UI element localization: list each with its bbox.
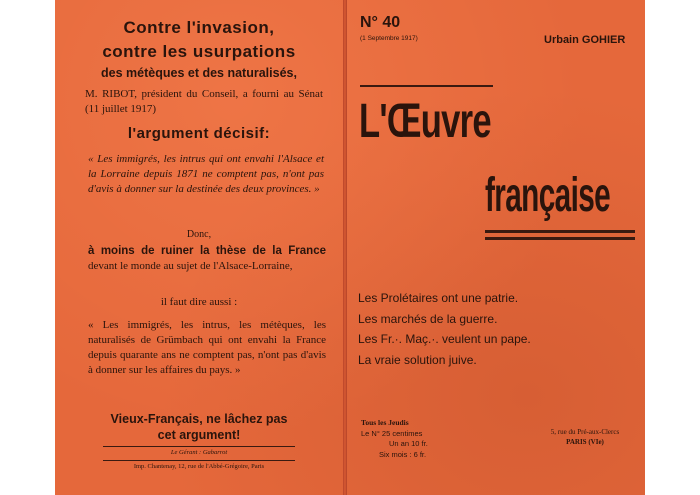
title-line-1: L'Œuvre — [359, 95, 491, 148]
subscription-price-issue: Le N° 25 centimes — [361, 428, 423, 438]
subscription-price-year: Un an 10 fr. — [389, 439, 428, 448]
title-bottom-rule-2 — [485, 237, 635, 240]
gerant-rule — [103, 446, 295, 447]
printer-rule — [103, 460, 295, 461]
contents-item-1: Les Prolétaires ont une patrie. — [358, 291, 519, 305]
ruin-rest-text: devant le monde au sujet de l'Alsace-Lorraine, — [88, 260, 293, 272]
contents-item-4: La vraie solution juive. — [358, 352, 477, 367]
subscription-info — [361, 418, 481, 460]
quote-alsace-lorraine: « Les immigrés, les intrus qui ont envahi l'Alsace et la Lorraine depuis 1871 ne comptent pas, n'ont pas d'avis à donner sur la destinée des deux provinces. » — [88, 153, 324, 195]
contents-item-2: Les marchés de la guerre. — [358, 311, 498, 326]
author-name: Urbain GOHIER — [544, 34, 626, 46]
booklet-spread — [55, 0, 645, 495]
heading-line-3: des métèques et des naturalisés, — [101, 66, 297, 80]
closing-line-2: cet argument! — [157, 428, 241, 442]
front-cover-page — [347, 0, 645, 495]
say-also-line: il faut dire aussi : — [160, 296, 238, 308]
heading-line-2: contre les usurpations — [102, 42, 296, 61]
gerant-line: Le Gérant : Gabarrot — [170, 449, 228, 456]
subscription-frequency: Tous les Jeudis — [361, 418, 409, 427]
intro-paragraph: M. RIBOT, président du Conseil, a fourni au Sénat (11 juillet 1917) — [85, 88, 323, 115]
title-top-rule — [360, 85, 493, 87]
address-city: PARIS (VIe) — [566, 438, 604, 446]
title-line-2: française — [485, 169, 611, 222]
issue-date: (1 Septembre 1917) — [360, 35, 418, 42]
back-cover-page — [55, 0, 343, 495]
issue-number: N° 40 — [360, 14, 401, 31]
table-of-contents — [358, 288, 628, 370]
ruin-paragraph — [88, 244, 326, 274]
contents-item-3: Les Fr.·. Maç.·. veulent un pape. — [358, 332, 531, 346]
argument-heading: l'argument décisif: — [127, 125, 271, 142]
donc-line: Donc, — [186, 229, 212, 240]
address-street: 5, rue du Pré-aux-Clercs — [550, 428, 620, 436]
heading-line-1: Contre l'invasion, — [123, 18, 275, 37]
subscription-price-six-months: Six mois : 6 fr. — [379, 449, 427, 459]
quote-france: « Les immigrés, les intrus, les métèques, les naturalisés de Grümbach qui ont envahi la France depuis quarante ans ne comptent pas, n'ont pas d'avis à donner sur les affaires du pays. » — [88, 319, 326, 376]
printer-line: Imp. Chantenay, 12, rue de l'Abbé-Grégoire, Paris — [133, 463, 265, 470]
publisher-address — [533, 427, 637, 447]
ruin-bold-text: à moins de ruiner la thèse de la France — [88, 245, 326, 257]
title-bottom-rule-1 — [485, 230, 635, 233]
closing-line-1: Vieux-Français, ne lâchez pas — [110, 412, 288, 426]
